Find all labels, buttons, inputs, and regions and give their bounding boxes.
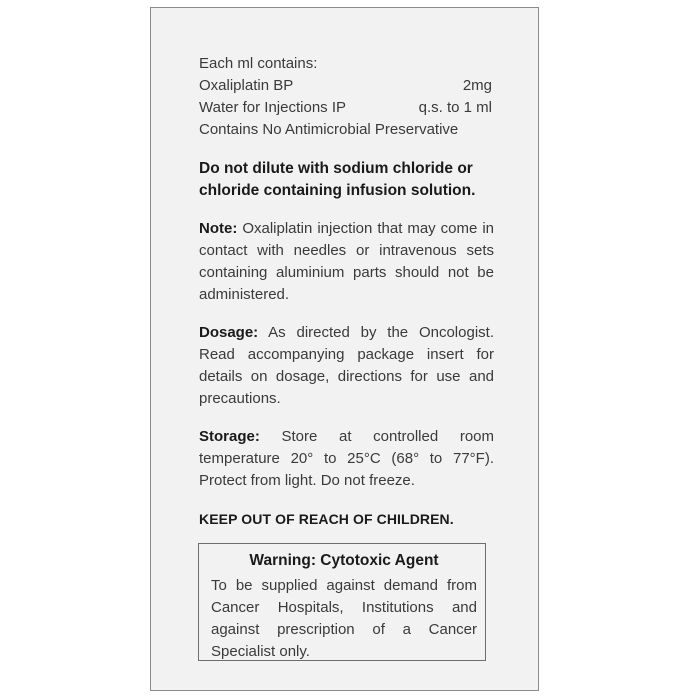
note-section	[199, 218, 494, 306]
ingredient-amount: q.s. to 1 ml	[418, 99, 492, 116]
dosage-section	[199, 322, 494, 410]
storage-text: Store at controlled room temperature 20° to 25°C (68° to 77°F). Protect from light. Do not freeze.	[199, 428, 495, 489]
note-heading: Note:	[199, 220, 238, 237]
composition-item-oxaliplatin	[199, 75, 494, 97]
ingredient-name: Oxaliplatin BP	[199, 77, 294, 94]
composition-heading: Each ml contains:	[199, 55, 318, 72]
label-content	[199, 53, 494, 661]
ingredient-name: Water for Injections IP	[199, 99, 346, 116]
note-text: Oxaliplatin injection that may come in contact with needles or intravenous sets containing aluminium parts should not be administered.	[199, 220, 494, 303]
dosage-text: As directed by the Oncologist. Read accompanying package insert for details on dosage, directions for use and precautions.	[199, 324, 494, 407]
dosage-heading: Dosage:	[199, 324, 259, 341]
storage-section	[199, 426, 494, 492]
warning-title: Warning: Cytotoxic Agent	[249, 552, 439, 569]
preservative-note: Contains No Antimicrobial Preservative	[199, 121, 459, 138]
composition-item-water	[199, 97, 494, 119]
dilution-warning: Do not dilute with sodium chloride or chloride containing infusion solution.	[199, 160, 476, 199]
ingredient-amount: 2mg	[462, 77, 492, 94]
keep-out-of-reach-notice: KEEP OUT OF REACH OF CHILDREN.	[199, 511, 454, 527]
cytotoxic-warning-box	[198, 543, 486, 661]
warning-text: To be supplied against demand from Cancer Hospitals, Institutions and against prescription of a Cancer Specialist only.	[211, 577, 477, 660]
storage-heading: Storage:	[199, 428, 260, 445]
label-panel	[150, 7, 539, 691]
